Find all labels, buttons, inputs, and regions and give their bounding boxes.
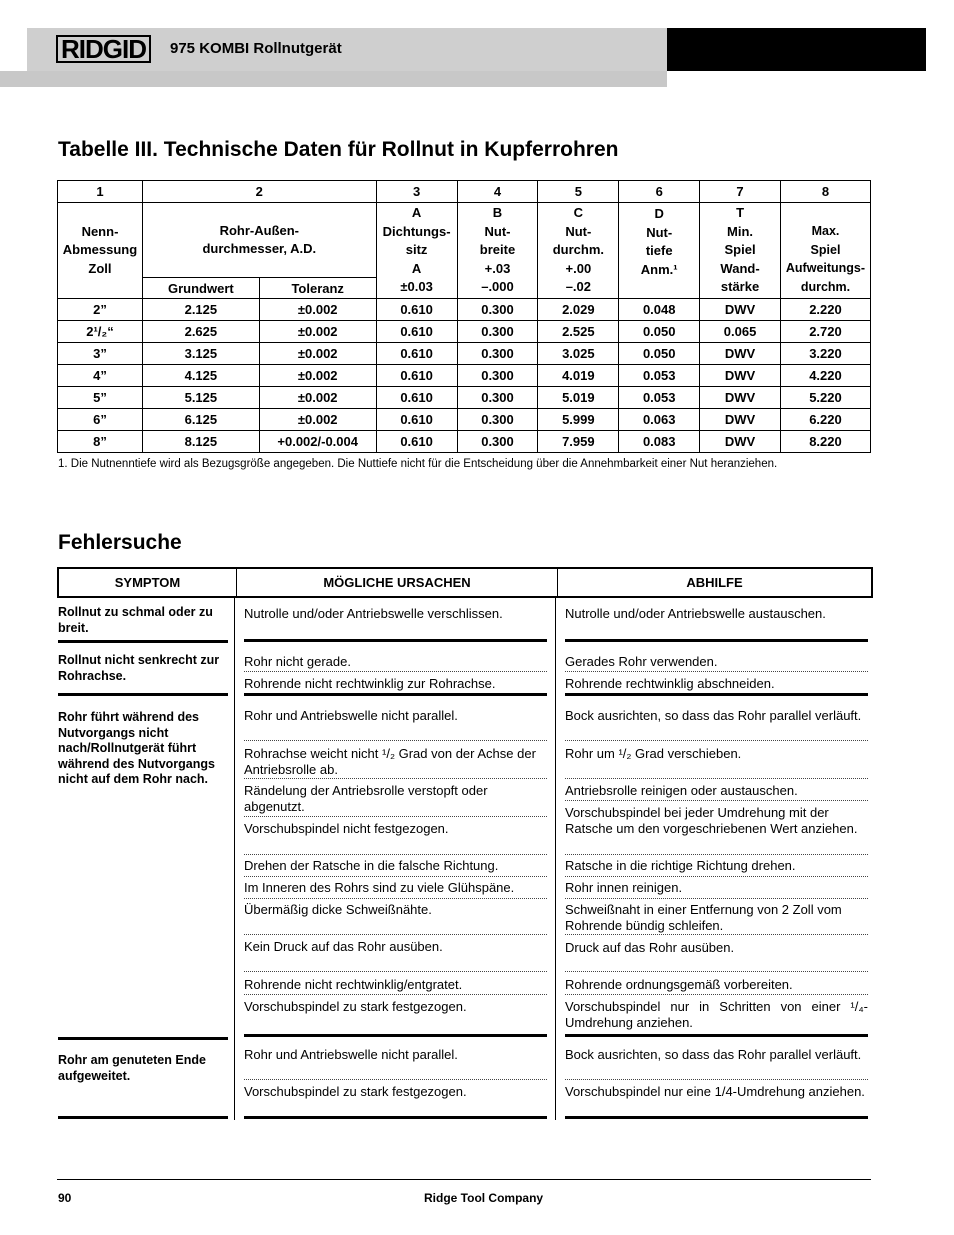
column-divider [234, 596, 235, 1120]
separator [244, 1116, 547, 1119]
table-cell: 0.063 [619, 409, 700, 431]
header-t: T Min. Spiel Wand- stärke [700, 203, 781, 299]
table-cell: ±0.002 [259, 387, 376, 409]
table-cell: 5.125 [142, 387, 259, 409]
dotted-rule [244, 994, 547, 995]
cause: Nutrolle und/oder Antriebswelle verschlissen. [244, 606, 503, 621]
table-cell: 0.048 [619, 299, 700, 321]
dotted-rule [244, 934, 547, 935]
table-title: Tabelle III. Technische Daten für Rollnut in Kupferrohren [58, 138, 619, 161]
remedy: Antriebsrolle reinigen oder austauschen. [565, 783, 798, 798]
separator [565, 1116, 868, 1119]
colnum: 3 [376, 181, 457, 203]
header-row [58, 203, 871, 278]
header-d: D Nut- tiefe Anm.¹ [619, 203, 700, 299]
remedy: Gerades Rohr verwenden. [565, 654, 718, 669]
colnum: 8 [780, 181, 870, 203]
table-cell: 2” [58, 299, 143, 321]
separator [244, 639, 547, 642]
table-cell: DWV [700, 387, 781, 409]
cause: Rohr und Antriebswelle nicht parallel. [244, 1047, 458, 1062]
column-divider [555, 596, 556, 1120]
header-nominal-size: Nenn- Abmessung Zoll [58, 203, 143, 299]
dotted-rule [565, 898, 868, 899]
table-cell: 0.610 [376, 387, 457, 409]
dotted-rule [244, 1079, 547, 1080]
dotted-rule [244, 876, 547, 877]
cause: Vorschubspindel nicht festgezogen. [244, 821, 449, 836]
dotted-rule [244, 854, 547, 855]
table-cell: 0.610 [376, 409, 457, 431]
cause: Im Inneren des Rohrs sind zu viele Glühspäne. [244, 880, 515, 895]
table-cell: 2.125 [142, 299, 259, 321]
header-b: B Nut- breite +.03 –.000 [457, 203, 538, 299]
table-cell: 3.125 [142, 343, 259, 365]
dotted-rule [565, 671, 868, 672]
dotted-rule [565, 971, 868, 972]
header-title: 975 KOMBI Rollnutgerät [170, 40, 342, 57]
table-cell: 6” [58, 409, 143, 431]
header-c: C Nut- durchm. +.00 –.02 [538, 203, 619, 299]
table-cell: 5.220 [780, 387, 870, 409]
dotted-rule [244, 671, 547, 672]
table-cell: DWV [700, 409, 781, 431]
symptom: Rollnut nicht senkrecht zur Rohrachse. [58, 653, 220, 683]
dotted-rule [244, 816, 547, 817]
symptom: Rohr führt während des Nutvorgangs nicht nach/Rollnutgerät führt während des Nutvorgangs nicht auf dem Rohr nach. [58, 710, 215, 786]
dotted-rule [565, 934, 868, 935]
table-cell: ±0.002 [259, 321, 376, 343]
cause: Rohr und Antriebswelle nicht parallel. [244, 708, 458, 723]
table-cell: 0.610 [376, 365, 457, 387]
cause: Rohrende nicht rechtwinklig/entgratet. [244, 977, 463, 992]
table-cell: 0.050 [619, 343, 700, 365]
table-cell: 2.029 [538, 299, 619, 321]
header-tolerance: Toleranz [259, 278, 376, 299]
dotted-rule [565, 876, 868, 877]
header-remedy: ABHILFE [686, 575, 743, 590]
remedy: Vorschubspindel bei jeder Umdrehung mit der Ratsche um den vorgeschriebenen Wert anziehen. [565, 805, 858, 836]
colnum: 1 [58, 181, 143, 203]
dotted-rule [565, 740, 868, 741]
page-number: 90 [58, 1191, 72, 1205]
header-band-lower [0, 71, 667, 87]
troubleshooting-title: Fehlersuche [58, 531, 182, 554]
remedy: Schweißnaht in einer Entfernung von 2 Zoll vom Rohrende bündig schleifen. [565, 902, 842, 933]
table-cell: DWV [700, 299, 781, 321]
remedy: Rohr um ¹/₂ Grad verschieben. [565, 746, 742, 761]
cause: Vorschubspindel zu stark festgezogen. [244, 1084, 467, 1099]
remedy: Vorschubspindel nur eine 1/4-Umdrehung anziehen. [565, 1084, 865, 1099]
table-row [58, 365, 871, 387]
colnum: 7 [700, 181, 781, 203]
cause: Rändelung der Antriebsrolle verstopft oder abgenutzt. [244, 783, 488, 814]
colnum: 6 [619, 181, 700, 203]
troubleshooting-header [57, 567, 873, 598]
table-cell: 0.300 [457, 343, 538, 365]
remedy: Druck auf das Rohr ausüben. [565, 940, 735, 955]
table-cell: 2.525 [538, 321, 619, 343]
table-cell: ±0.002 [259, 409, 376, 431]
symptom: Rollnut zu schmal oder zu breit. [58, 605, 213, 635]
spec-table [57, 180, 871, 453]
table-cell: 0.300 [457, 409, 538, 431]
remedy: Rohr innen reinigen. [565, 880, 683, 895]
symptom: Rohr am genuteten Ende aufgeweitet. [58, 1053, 206, 1083]
table-cell: ±0.002 [259, 343, 376, 365]
cause: Rohr nicht gerade. [244, 654, 351, 669]
table-cell: 2.220 [780, 299, 870, 321]
remedy: Bock ausrichten, so dass das Rohr parallel verläuft. [565, 1047, 862, 1062]
footer-rule [57, 1179, 871, 1180]
remedy: Vorschubspindel nur in Schritten von einer ¹/₄-Umdrehung anziehen. [565, 999, 868, 1030]
table-row [58, 387, 871, 409]
table-row [58, 299, 871, 321]
table-cell: 2¹/₂“ [58, 321, 143, 343]
header-basic: Grundwert [142, 278, 259, 299]
header-symptom: SYMPTOM [59, 569, 237, 596]
separator [58, 640, 228, 643]
dotted-rule [244, 778, 547, 779]
table-cell: 0.300 [457, 321, 538, 343]
separator [244, 1034, 547, 1037]
cause: Drehen der Ratsche in die falsche Richtung. [244, 858, 499, 873]
cause: Rohrachse weicht nicht ¹/₂ Grad von der Achse der Antriebsrolle ab. [244, 746, 536, 777]
dotted-rule [244, 740, 547, 741]
colnum: 4 [457, 181, 538, 203]
table-row [58, 431, 871, 453]
table-cell: 0.300 [457, 299, 538, 321]
table-cell: 0.610 [376, 299, 457, 321]
table-cell: 6.220 [780, 409, 870, 431]
table-cell: 0.610 [376, 431, 457, 453]
table-cell: 4.019 [538, 365, 619, 387]
table-cell: 4” [58, 365, 143, 387]
remedy: Ratsche in die richtige Richtung drehen. [565, 858, 796, 873]
table-cell: 8.125 [142, 431, 259, 453]
ridgid-logo: RIDGID [56, 34, 151, 64]
remedy: Rohrende ordnungsgemäß vorbereiten. [565, 977, 793, 992]
colnum: 5 [538, 181, 619, 203]
table-cell: ±0.002 [259, 299, 376, 321]
table-cell: 0.053 [619, 365, 700, 387]
table-cell: 5” [58, 387, 143, 409]
dotted-rule [565, 994, 868, 995]
table-footnote: 1. Die Nutnenntiefe wird als Bezugsgröße angegeben. Die Nuttiefe nicht für die Entscheidung über die Annehmbarkeit einer Nut heranziehen. [58, 458, 778, 470]
table-row [58, 343, 871, 365]
table-cell: 0.300 [457, 387, 538, 409]
dotted-rule [565, 778, 868, 779]
table-cell: 2.720 [780, 321, 870, 343]
column-number-row [58, 181, 871, 203]
cause: Übermäßig dicke Schweißnähte. [244, 902, 432, 917]
table-cell: 0.610 [376, 321, 457, 343]
table-cell: 5.999 [538, 409, 619, 431]
table-cell: 8.220 [780, 431, 870, 453]
table-cell: 7.959 [538, 431, 619, 453]
cause: Rohrende nicht rechtwinklig zur Rohrachse. [244, 676, 496, 691]
header-black-block [667, 28, 926, 71]
table-cell: 3.025 [538, 343, 619, 365]
table-cell: 0.300 [457, 365, 538, 387]
table-cell: 4.220 [780, 365, 870, 387]
table-cell: DWV [700, 431, 781, 453]
table-cell: 2.625 [142, 321, 259, 343]
dotted-rule [565, 800, 868, 801]
header-max: Max. Spiel Aufweitungs- durchm. [780, 203, 870, 299]
table-cell: DWV [700, 343, 781, 365]
table-cell: 0.300 [457, 431, 538, 453]
separator [565, 639, 868, 642]
dotted-rule [244, 971, 547, 972]
table-cell: 3” [58, 343, 143, 365]
table-cell: 5.019 [538, 387, 619, 409]
header-causes: MÖGLICHE URSACHEN [237, 569, 558, 596]
cause: Vorschubspindel zu stark festgezogen. [244, 999, 467, 1014]
table-cell: ±0.002 [259, 365, 376, 387]
table-cell: 0.065 [700, 321, 781, 343]
separator [58, 693, 228, 696]
remedy: Bock ausrichten, so dass das Rohr parallel verläuft. [565, 708, 862, 723]
table-row [58, 321, 871, 343]
footer-company: Ridge Tool Company [424, 1191, 544, 1205]
dotted-rule [565, 854, 868, 855]
cause: Kein Druck auf das Rohr ausüben. [244, 939, 443, 954]
dotted-rule [244, 898, 547, 899]
table-cell: 6.125 [142, 409, 259, 431]
table-cell: 4.125 [142, 365, 259, 387]
table-cell: 0.050 [619, 321, 700, 343]
separator [58, 1116, 228, 1119]
separator [58, 1037, 228, 1040]
dotted-rule [565, 1079, 868, 1080]
table-cell: DWV [700, 365, 781, 387]
separator [565, 1034, 868, 1037]
table-cell: 0.083 [619, 431, 700, 453]
header-a: A Dichtungs- sitz A ±0.03 [376, 203, 457, 299]
separator [244, 693, 547, 696]
header-outer-diameter: Rohr-Außen- durchmesser, A.D. [142, 203, 376, 278]
remedy: Nutrolle und/oder Antriebswelle austauschen. [565, 606, 826, 621]
table-row [58, 409, 871, 431]
separator [565, 693, 868, 696]
table-cell: 3.220 [780, 343, 870, 365]
table-cell: 8” [58, 431, 143, 453]
table-cell: +0.002/-0.004 [259, 431, 376, 453]
table-cell: 0.610 [376, 343, 457, 365]
colnum: 2 [142, 181, 376, 203]
table-cell: 0.053 [619, 387, 700, 409]
remedy: Rohrende rechtwinklig abschneiden. [565, 676, 775, 691]
